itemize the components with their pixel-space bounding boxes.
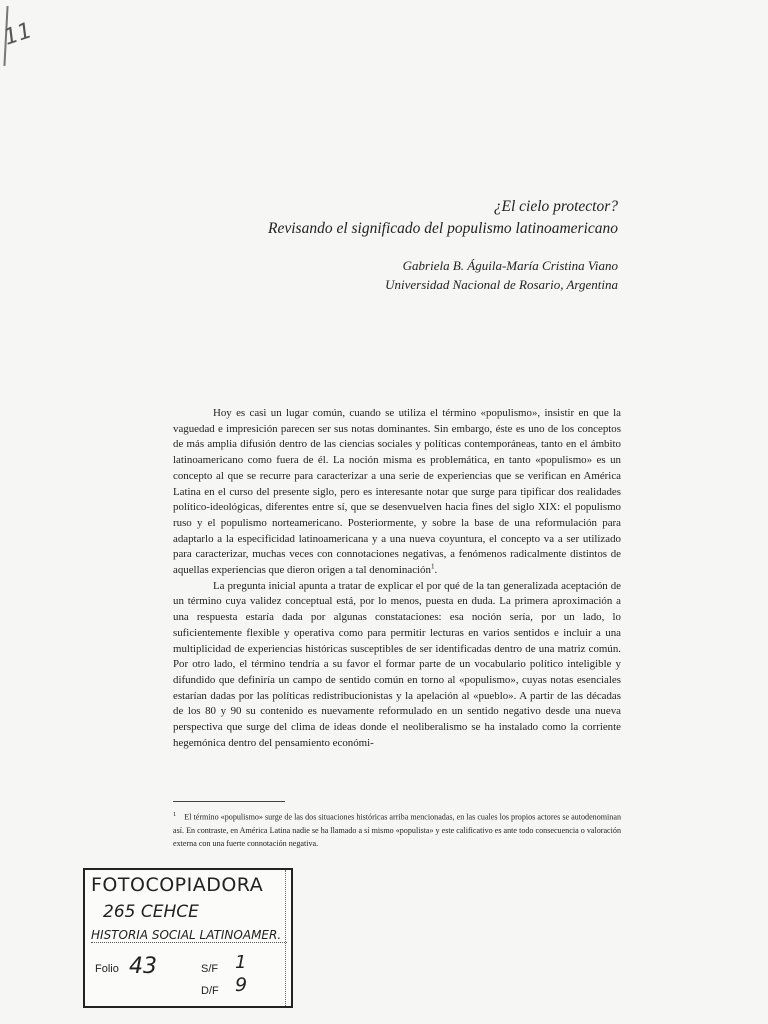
author-affiliation: Universidad Nacional de Rosario, Argentina (385, 277, 618, 292)
footnote-number: 1 (173, 811, 177, 818)
author-info (98, 256, 618, 294)
corner-handwritten-mark: 11 (0, 18, 36, 51)
stamp-folio-label: Folio (95, 963, 119, 975)
body-paragraph-1: Hoy es casi un lugar común, cuando se utiliza el término «populismo», insistir en que la vaguedad e impresición parecen ser sus notas dominantes. Sin embargo, éste es uno de los conceptos de más amplia difusión dentro de las ciencias sociales y políticas contemporáneas, tanto en el ámbito latinoamericano como fuera de él. La noción misma es problemática, en tanto «populismo» es un concepto al que se recurre para caracterizar a una serie de experiencias que se verifican en América Latina en el curso del presente siglo, pero es interesante notar que surge para tipificar dos realidades político-ideológicas, diferentes entre sí, que se desenvuelven hacia fines del siglo XIX: el populismo ruso y el populismo norteamericano. Posteriormente, y sobre la base de una reformulación para adaptarlo a la especificidad latinoamericana y a una nueva coyuntura, el concepto va a ser utilizado para caracterizar, muchas veces con connotaciones negativas, a fenómenos radicalmente distintos de aquellas experiencias que dieron origen a tal denominación$^1$. (173, 407, 621, 577)
stamp-folio-value: 43 (129, 954, 157, 979)
author-names: Gabriela B. Águila-María Cristina Viano (402, 258, 618, 273)
title-question: ¿El cielo protector? (493, 198, 618, 215)
stamp-df-label: D/F (201, 985, 219, 997)
body-paragraph-2 (173, 579, 621, 752)
stamp-df-value: 9 (235, 974, 248, 996)
footnote-divider (173, 801, 285, 802)
footnote-reference[interactable]: 1 (430, 562, 435, 571)
article-title (98, 196, 618, 240)
stamp-sf-label: S/F (201, 963, 219, 975)
footnote-text: El término «populismo» surge de las dos situaciones históricas arriba mencionadas, en las cuales los propios actores se autodenominan así. En contraste, en América Latina nadie se ha llamado a sí mismo «populista» y este calificativo es ante todo consecuencia o valoración externa con una fuerte connotación negativa. (173, 812, 621, 848)
stamp-course: HISTORIA SOCIAL LATINOAMER. (91, 928, 287, 943)
stamp-sf-value: 1 (235, 952, 247, 973)
stamp-code: 265 CEHCE (103, 902, 199, 922)
photocopy-stamp (83, 868, 293, 1008)
footnote (173, 808, 621, 850)
title-subtitle: Revisando el significado del populismo latinoamericano (268, 220, 618, 237)
article-body (173, 406, 621, 751)
paragraph-1-text: Hoy es casi un lugar común, cuando se utiliza el término «populismo», insistir en que la vaguedad e impresición parecen ser sus notas dominantes. Sin embargo, éste es uno de los conceptos de más amplia difusión dentro de las ciencias sociales y políticas contemporáneas, tanto en el ámbito latinoamericano como fuera de él. La noción misma es problemática, en tanto «populismo» es un concepto al que se recurre para caracterizar a una serie de experiencias que se verifican en América Latina en el curso del presente siglo, pero es interesante notar que surge para tipificar dos realidades político-ideológicas, diferentes entre sí, que se desenvuelven hacia fines del siglo XIX: el populismo ruso y el populismo norteamericano. Posteriormente, y sobre la base de una reformulación para adaptarlo a la especificidad latinoamericana y a una nueva coyuntura, el concepto va a ser utilizado para caracterizar, muchas veces con connotaciones negativas, a fenómenos radicalmente distintos de aquellas experiencias que dieron origen a tal denominación (173, 407, 621, 577)
paragraph-2-text: La pregunta inicial apunta a tratar de explicar el por qué de la tan generalizada aceptación de un término cuya validez conceptual está, por lo menos, puesta en duda. La primera aproximación a una respuesta estaría dada por algunas constataciones: esa noción sería, por un lado, lo suficientemente flexible y operativa como para permitir lecturas en varios sentidos e incluir a una multiplicidad de experiencias históricas susceptibles de ser identificadas dentro de una matriz común. Por otro lado, el término tendría a su favor el formar parte de un vocabulario político inteligible y difundido que definiría un campo de sentido común en torno al «populismo», cuyas notas esenciales estarían dadas por las políticas redistribucionistas y la apelación al «pueblo». A partir de las décadas de los 80 y 90 su contenido es nuevamente reformulado en un sentido negativo desde una nueva perspectiva que surge del clima de ideas donde el neoliberalismo se ha instalado como la corriente hegemónica dentro del pensamiento económi- (173, 579, 621, 749)
stamp-title: FOTOCOPIADORA (91, 874, 264, 896)
